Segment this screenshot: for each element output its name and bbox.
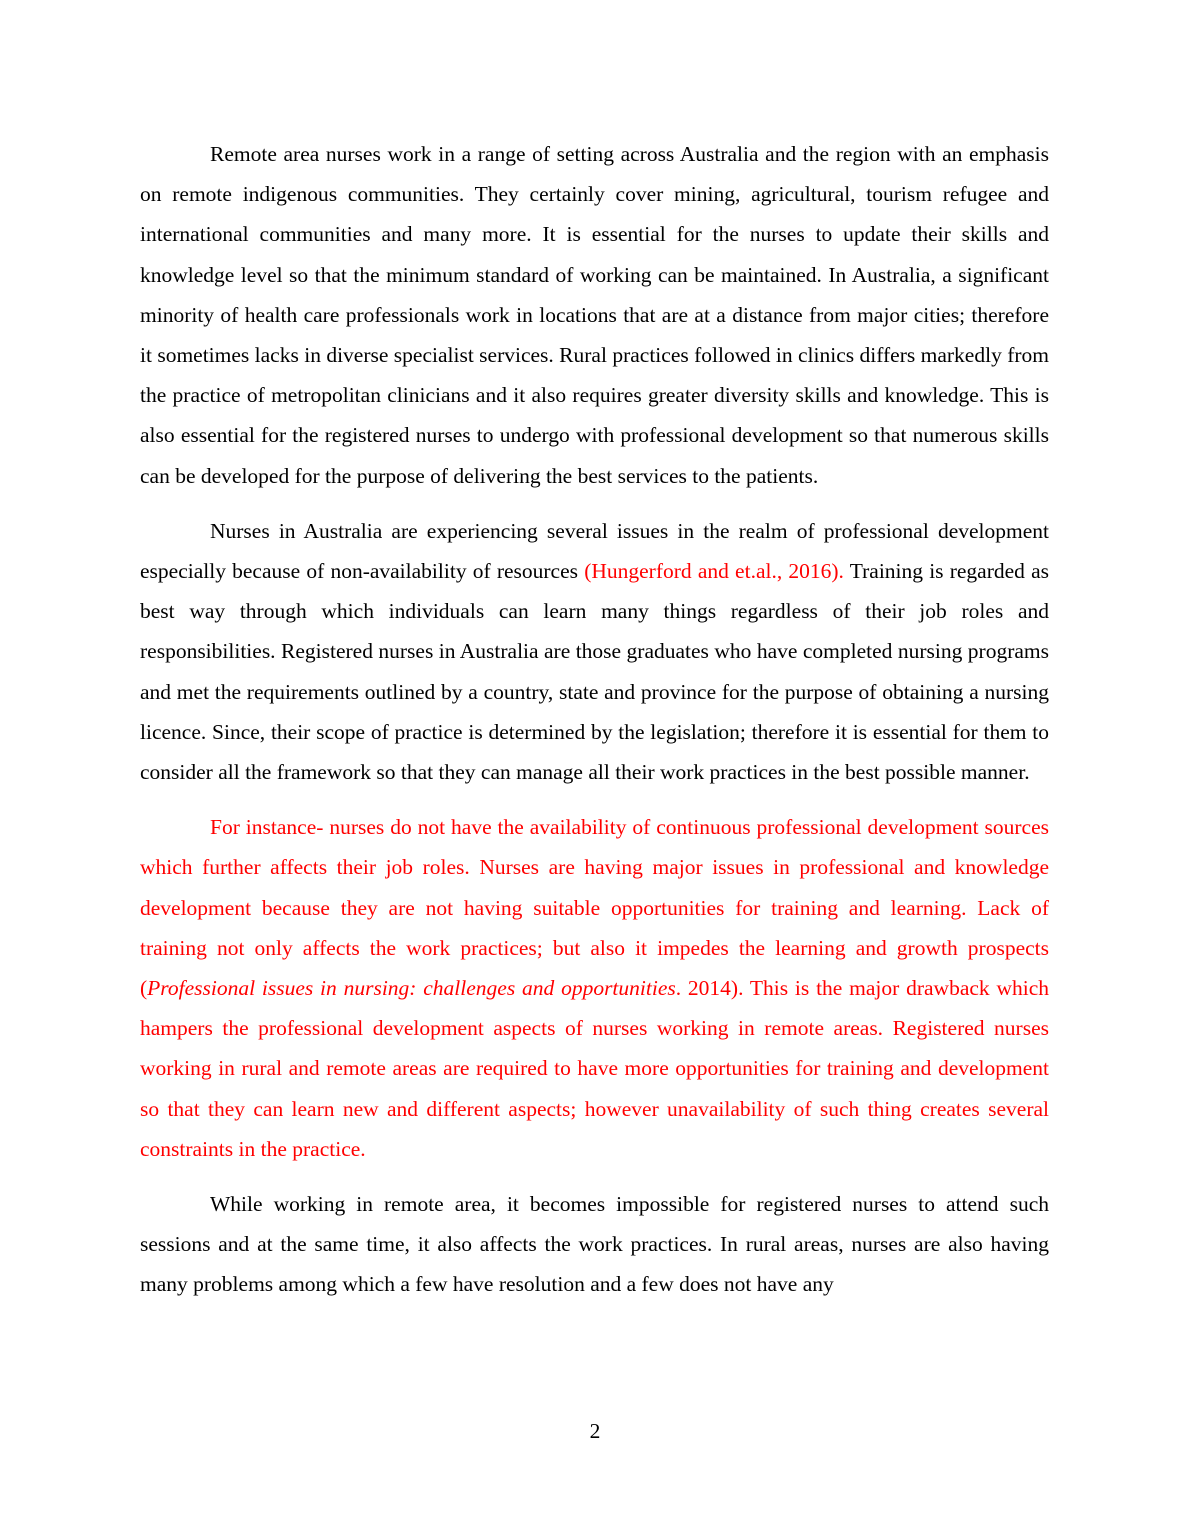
paragraph-text: For instance- nurses do not have the availability of continuous professional development sources which further affects their job roles. Nurses are having major issues in professional and knowledge development because they are not having suitable opportunities for training and learning. Lack of training not only affects the work practices; but also it impedes the learning and growth prospects (: [140, 815, 1049, 1001]
paragraph-text: Training is regarded as best way through which individuals can learn many things regardless of their job roles and responsibilities. Registered nurses in Australia are those graduates who have completed nursing programs and met the requirements outlined by a country, state and province for the purpose of obtaining a nursing licence. Since, their scope of practice is determined by the legislation; therefore it is essential for them to consider all the framework so that they can manage all their work practices in the best possible manner.: [140, 559, 1049, 785]
citation-title: Professional issues in nursing: challenges and opportunities: [147, 976, 676, 1001]
paragraph-professional-development-issues: [140, 511, 1049, 792]
page-number: 2: [589, 1419, 601, 1443]
paragraph-text: While working in remote area, it becomes impossible for registered nurses to attend such sessions and at the same time, it also affects the work practices. In rural areas, nurses are also having many problems among which a few have resolution and a few does not have any: [140, 1192, 1049, 1297]
paragraph-text: Nurses in Australia are experiencing several issues in the realm of professional development especially because of non-availability of resources: [140, 518, 1049, 584]
citation-hungerford: (Hungerford and et.al., 2016).: [584, 559, 844, 584]
paragraph-text: Remote area nurses work in a range of setting across Australia and the region with an emphasis on remote indigenous communities. They certainly cover mining, agricultural, tourism refugee and international communities and many more. It is essential for the nurses to update their skills and knowledge level so that the minimum standard of working can be maintained. In Australia, a significant minority of health care professionals work in locations that are at a distance from major cities; therefore it sometimes lacks in diverse specialist services. Rural practices followed in clinics differs markedly from the practice of metropolitan clinicians and it also requires greater diversity skills and knowledge. This is also essential for the registered nurses to undergo with professional development so that numerous skills can be developed for the purpose of delivering the best services to the patients.: [140, 142, 1049, 488]
document-body: [140, 134, 1049, 1320]
paragraph-text: . 2014). This is the major drawback which hampers the professional development aspects of nurses working in remote areas. Registered nurses working in rural and remote areas are required to have more opportunities for training and development so that they can learn new and different aspects; however unavailability of such thing creates several constraints in the practice.: [140, 976, 1050, 1161]
paragraph-remote-area-nurses: [140, 134, 1049, 496]
paragraph-training-opportunities: [140, 807, 1049, 1169]
paragraph-remote-work-constraints: [140, 1184, 1049, 1305]
